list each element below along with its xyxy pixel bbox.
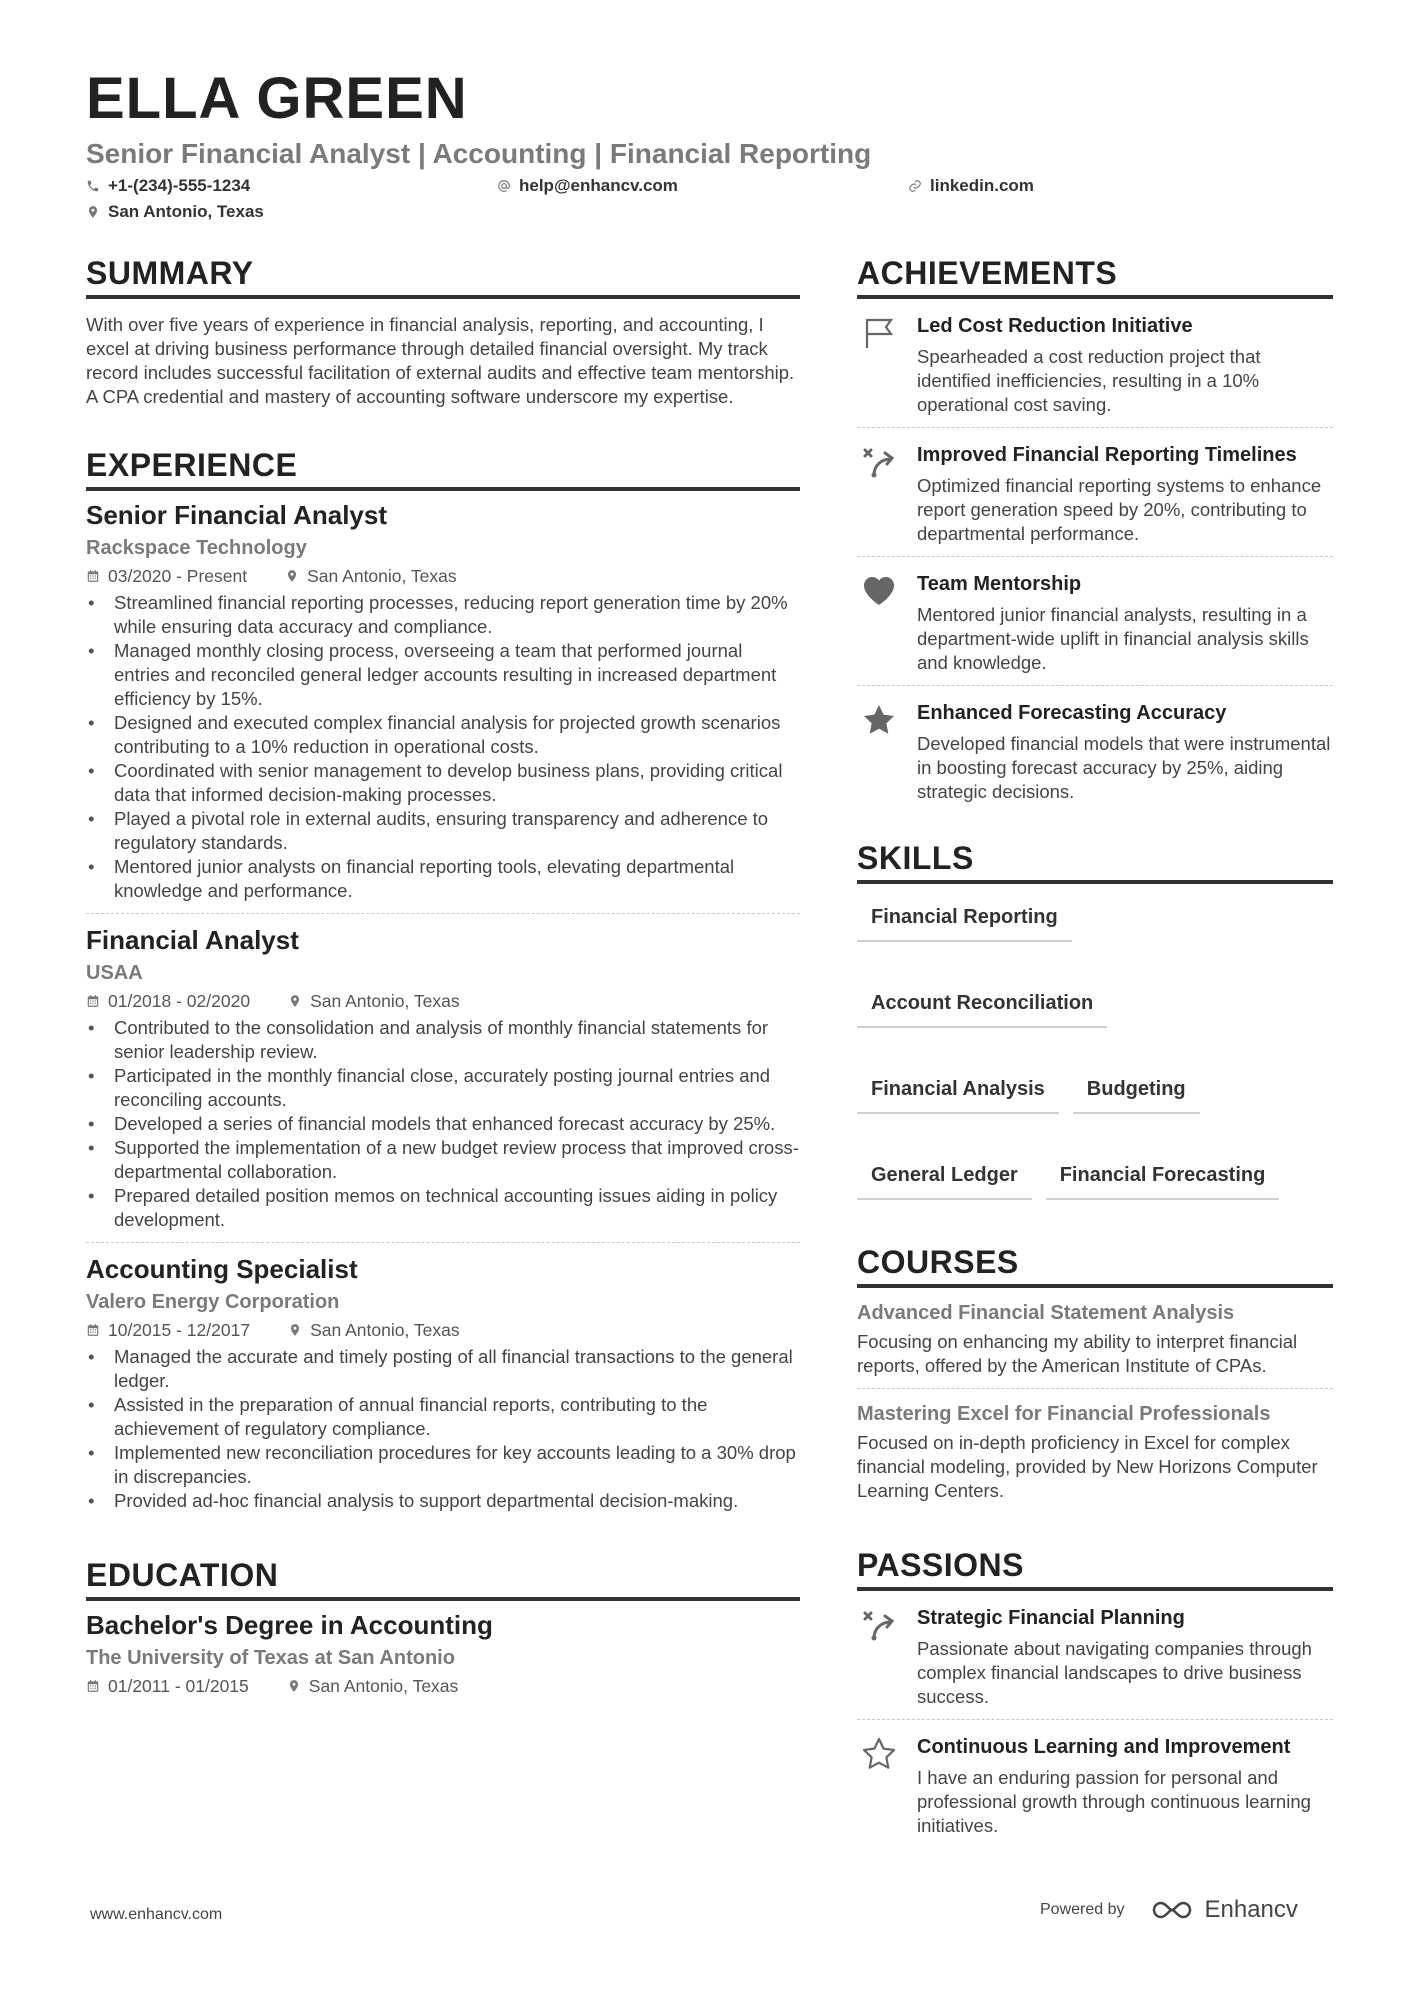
- achievement-title: Improved Financial Reporting Timelines: [917, 444, 1297, 466]
- bullet-item: • Supported the implementation of a new budget review process that improved cross-departmental collaboration.: [86, 1136, 800, 1184]
- bullet-item: • Managed the accurate and timely posting of all financial transactions to the general ledger.: [86, 1345, 800, 1393]
- heart-icon: [857, 571, 901, 675]
- job-dates: 10/2015 - 12/2017: [108, 1320, 251, 1340]
- job-meta: [86, 1319, 800, 1341]
- star-outline-icon: [857, 1734, 901, 1838]
- education-location: San Antonio, Texas: [308, 1676, 459, 1696]
- map-pin-icon: [285, 569, 299, 583]
- contact-phone[interactable]: [86, 176, 250, 196]
- achievement-desc: Mentored junior financial analysts, resulting in a department-wide uplift in financial analysis skills and knowledge.: [917, 604, 1309, 673]
- calendar-icon: [86, 1679, 100, 1693]
- bullet-item: • Played a pivotal role in external audits, ensuring transparency and adherence to regulatory standards.: [86, 807, 800, 855]
- bullet-item: • Mentored junior analysts on financial reporting tools, elevating departmental knowledge and performance.: [86, 855, 800, 903]
- section-title-education: EDUCATION: [86, 1557, 800, 1601]
- bullet-item: • Coordinated with senior management to develop business plans, providing critical data that informed decision-making processes.: [86, 759, 800, 807]
- phone-text: +1-(234)-555-1234: [108, 176, 251, 195]
- skill-tag: Financial Analysis: [857, 1072, 1059, 1114]
- star-icon: [857, 700, 901, 804]
- candidate-name: ELLA GREEN: [86, 66, 468, 131]
- calendar-icon: [86, 569, 100, 583]
- map-pin-icon: [288, 994, 302, 1008]
- contact-linkedin[interactable]: [908, 176, 1034, 196]
- map-pin-icon: [288, 1323, 302, 1337]
- calendar-icon: [86, 1323, 100, 1337]
- skills-section: [857, 840, 1333, 1200]
- summary-text: With over five years of experience in financial analysis, reporting, and accounting, I excel at driving business performance through detailed financial oversight. My track record includes successful facilitation of external audits and effective team mentorship. A CPA credential and mastery of accounting software underscore my expertise.: [86, 314, 795, 407]
- candidate-headline: Senior Financial Analyst | Accounting | Financial Reporting: [86, 138, 872, 169]
- brand-name: Enhancv: [1204, 1896, 1298, 1923]
- course-title: Mastering Excel for Financial Professionals: [857, 1403, 1271, 1425]
- achievement-title: Team Mentorship: [917, 573, 1082, 595]
- at-icon: [497, 179, 511, 193]
- job-title: Financial Analyst: [86, 925, 299, 955]
- education-dates: 01/2011 - 01/2015: [108, 1676, 249, 1696]
- section-title-achievements: ACHIEVEMENTS: [857, 255, 1333, 299]
- bullet-item: • Provided ad-hoc financial analysis to support departmental decision-making.: [86, 1489, 800, 1513]
- passion-item: [857, 1591, 1333, 1719]
- bullet-item: • Streamlined financial reporting processes, reducing report generation time by 20% while ensuring data accuracy and compliance.: [86, 591, 800, 639]
- map-pin-icon: [287, 1679, 301, 1693]
- enhancv-logo[interactable]: [1149, 1896, 1298, 1924]
- passion-desc: I have an enduring passion for personal and professional growth through continuous learning initiatives.: [917, 1767, 1311, 1836]
- flag-icon: [857, 313, 901, 417]
- bullet-item: • Developed a series of financial models that enhanced forecast accuracy by 25%.: [86, 1112, 800, 1136]
- bullet-item: • Managed monthly closing process, overseeing a team that performed journal entries and reconciled general ledger accounts resulting in increased department efficiency by 15%.: [86, 639, 800, 711]
- passion-title: Strategic Financial Planning: [917, 1607, 1185, 1629]
- section-title-experience: EXPERIENCE: [86, 447, 800, 491]
- footer-website[interactable]: www.enhancv.com: [90, 1906, 223, 1923]
- achievement-item: [857, 556, 1333, 685]
- strategy-icon: [857, 1605, 901, 1709]
- achievements-section: [857, 255, 1333, 814]
- education-entry: [86, 1601, 800, 1707]
- left-column: [86, 255, 800, 1707]
- courses-section: [857, 1244, 1333, 1513]
- education-section: [86, 1557, 800, 1707]
- job-location: San Antonio, Texas: [307, 566, 457, 586]
- strategy-icon: [857, 442, 901, 546]
- company-name: Valero Energy Corporation: [86, 1291, 340, 1313]
- bullet-item: • Prepared detailed position memos on technical accounting issues aiding in policy development.: [86, 1184, 800, 1232]
- bullet-item: • Participated in the monthly financial close, accurately posting journal entries and reconciling accounts.: [86, 1064, 800, 1112]
- contact-email[interactable]: [497, 176, 678, 196]
- skills-list: [857, 884, 1333, 1200]
- experience-entry: [86, 1242, 800, 1523]
- job-bullets: [86, 591, 800, 903]
- course-desc: Focusing on enhancing my ability to interpret financial reports, offered by the American Institute of CPAs.: [857, 1331, 1298, 1376]
- company-name: Rackspace Technology: [86, 537, 307, 559]
- achievement-title: Enhanced Forecasting Accuracy: [917, 702, 1227, 724]
- achievement-title: Led Cost Reduction Initiative: [917, 315, 1193, 337]
- experience-entry: [86, 491, 800, 913]
- achievement-desc: Developed financial models that were instrumental in boosting forecast accuracy by 25%, aiding strategic decisions.: [917, 733, 1331, 802]
- footer-branding: [1040, 1896, 1298, 1924]
- passions-section: [857, 1547, 1333, 1848]
- section-title-skills: SKILLS: [857, 840, 1333, 884]
- education-meta: [86, 1675, 800, 1697]
- bullet-item: • Assisted in the preparation of annual financial reports, contributing to the achievement of regulatory compliance.: [86, 1393, 800, 1441]
- skill-tag: Account Reconciliation: [857, 986, 1107, 1028]
- job-meta: [86, 990, 800, 1012]
- achievement-item: [857, 299, 1333, 427]
- achievement-desc: Optimized financial reporting systems to enhance report generation speed by 20%, contributing to departmental performance.: [917, 475, 1322, 544]
- section-title-passions: PASSIONS: [857, 1547, 1333, 1591]
- job-dates: 01/2018 - 02/2020: [108, 991, 251, 1011]
- job-location: San Antonio, Texas: [310, 991, 460, 1011]
- calendar-icon: [86, 994, 100, 1008]
- powered-by-label: Powered by: [1040, 1901, 1125, 1918]
- job-bullets: [86, 1016, 800, 1232]
- achievement-item: [857, 685, 1333, 814]
- enhancv-logo-icon: [1149, 1898, 1195, 1922]
- location-text: San Antonio, Texas: [108, 202, 264, 221]
- experience-section: [86, 447, 800, 1523]
- course-item: [857, 1288, 1333, 1388]
- section-title-summary: SUMMARY: [86, 255, 800, 299]
- bullet-item: • Implemented new reconciliation procedures for key accounts leading to a 30% drop in discrepancies.: [86, 1441, 800, 1489]
- school-name: The University of Texas at San Antonio: [86, 1647, 455, 1669]
- passion-desc: Passionate about navigating companies through complex financial landscapes to drive business success.: [917, 1638, 1312, 1707]
- phone-icon: [86, 179, 100, 193]
- course-item: [857, 1388, 1333, 1513]
- map-pin-icon: [86, 205, 100, 219]
- bullet-item: • Designed and executed complex financial analysis for projected growth scenarios contributing to a 10% reduction in operational costs.: [86, 711, 800, 759]
- job-location: San Antonio, Texas: [310, 1320, 460, 1340]
- degree-title: Bachelor's Degree in Accounting: [86, 1610, 493, 1640]
- course-title: Advanced Financial Statement Analysis: [857, 1302, 1235, 1324]
- company-name: USAA: [86, 962, 143, 984]
- skill-tag: General Ledger: [857, 1158, 1032, 1200]
- skill-tag: Financial Reporting: [857, 900, 1072, 942]
- course-desc: Focused on in-depth proficiency in Excel for complex financial modeling, provided by New Horizons Computer Learning Centers.: [857, 1432, 1318, 1501]
- summary-section: [86, 255, 800, 409]
- experience-entry: [86, 913, 800, 1242]
- linkedin-text: linkedin.com: [930, 176, 1034, 195]
- job-bullets: [86, 1345, 800, 1513]
- passion-item: [857, 1719, 1333, 1848]
- link-icon: [908, 179, 922, 193]
- bullet-item: • Contributed to the consolidation and analysis of monthly financial statements for senior leadership review.: [86, 1016, 800, 1064]
- right-column: [857, 255, 1333, 1848]
- achievement-item: [857, 427, 1333, 556]
- email-text: help@enhancv.com: [519, 176, 678, 195]
- skill-tag: Budgeting: [1073, 1072, 1200, 1114]
- passion-title: Continuous Learning and Improvement: [917, 1736, 1291, 1758]
- job-title: Senior Financial Analyst: [86, 500, 388, 530]
- contact-location: [86, 202, 264, 222]
- skill-tag: Financial Forecasting: [1046, 1158, 1280, 1200]
- job-meta: [86, 565, 800, 587]
- achievement-desc: Spearheaded a cost reduction project that identified inefficiencies, resulting in a 10% operational cost saving.: [917, 346, 1261, 415]
- job-title: Accounting Specialist: [86, 1254, 358, 1284]
- section-title-courses: COURSES: [857, 1244, 1333, 1288]
- job-dates: 03/2020 - Present: [108, 566, 248, 586]
